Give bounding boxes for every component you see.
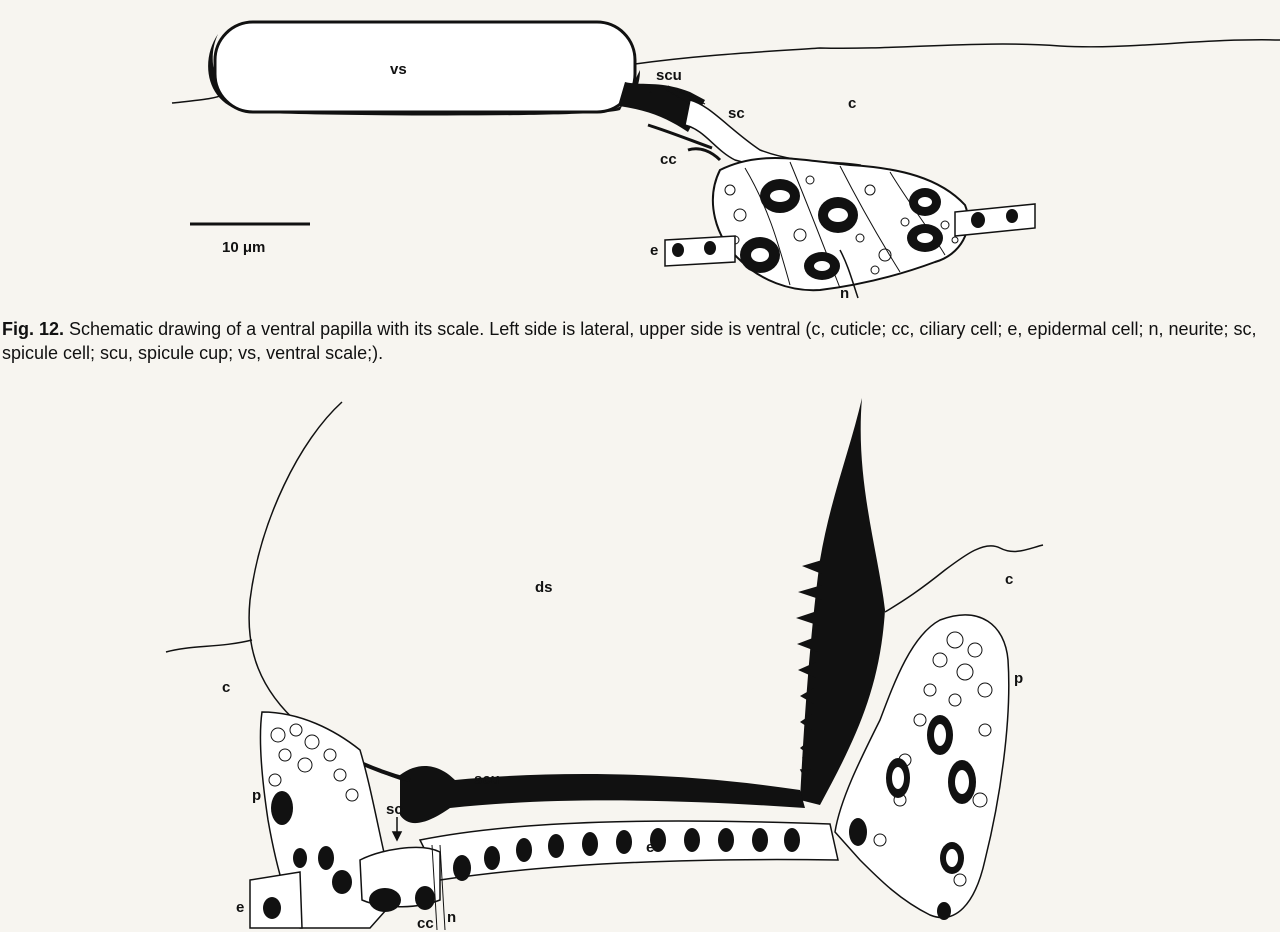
label-c-right: c <box>1005 571 1014 588</box>
label-p-right: p <box>1014 670 1024 687</box>
label-scu: scu <box>474 771 500 788</box>
label-e: e <box>650 242 659 259</box>
label-c-left: c <box>222 679 231 696</box>
figure-12-caption <box>2 317 1272 365</box>
label-ds: ds <box>535 579 553 596</box>
label-c: c <box>848 95 857 112</box>
figure-13-diagram <box>0 380 1280 932</box>
scale-bar-label: 10 μm <box>222 239 266 256</box>
label-n: n <box>840 285 850 300</box>
label-sc: sc <box>728 105 745 122</box>
caption-text: Schematic drawing of a ventral papilla with its scale. Left side is lateral, upper side is ventral (c, cuticle; cc, ciliary cell; e, epidermal cell; n, neurite; sc, spicule cell; scu, spicule cup; vs, ventral scale;). <box>2 319 1257 363</box>
label-sc: sc <box>386 801 403 818</box>
label-p-left: p <box>252 787 262 804</box>
label-cc: cc <box>660 151 677 168</box>
ventral-scale <box>215 22 635 112</box>
epidermis-left-nucleus <box>263 897 281 919</box>
label-e-center: e <box>646 839 655 856</box>
label-cc: cc <box>417 915 434 932</box>
label-vs: vs <box>390 61 407 78</box>
label-scu: scu <box>656 67 682 84</box>
caption-figure-number: Fig. 12. <box>2 319 65 339</box>
cuticle-right-line <box>885 545 1043 612</box>
label-e-left: e <box>236 899 245 916</box>
spicule-cup-band <box>400 766 805 823</box>
figure-12-diagram <box>0 0 1280 300</box>
cuticle-left-line <box>166 640 252 652</box>
label-n: n <box>447 909 457 926</box>
